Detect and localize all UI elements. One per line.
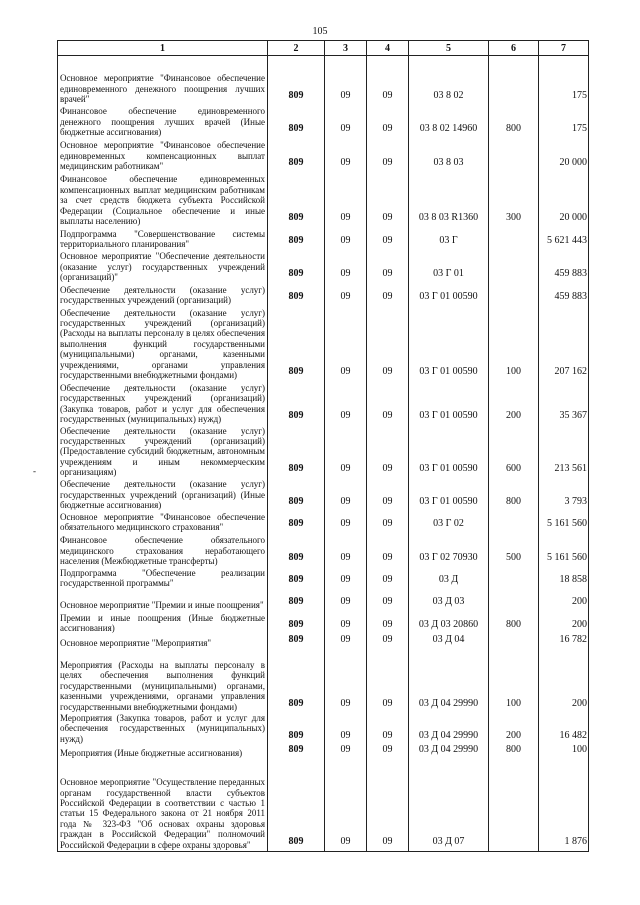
row-subsection: 09 xyxy=(367,426,409,479)
row-section: 09 xyxy=(325,760,367,852)
row-subsection: 09 xyxy=(367,635,409,649)
row-section: 09 xyxy=(325,251,367,284)
row-expense-type: 200 xyxy=(489,713,539,745)
row-expense-type: 100 xyxy=(489,649,539,713)
row-expense-type xyxy=(489,56,539,106)
row-amount: 200 xyxy=(539,590,589,612)
row-admin-code: 809 xyxy=(268,568,325,590)
row-subsection: 09 xyxy=(367,745,409,759)
row-target-code: 03 8 02 xyxy=(409,56,489,106)
row-description: Мероприятия (Закупка товаров, работ и услуг для обеспечения государственных (муниципальных) нужд) xyxy=(58,713,268,745)
col-header-4: 4 xyxy=(367,41,409,56)
row-amount: 213 561 xyxy=(539,426,589,479)
row-description: Основное мероприятие "Финансовое обеспечение обязательного медицинского страхования" xyxy=(58,512,268,534)
row-amount: 20 000 xyxy=(539,173,589,228)
row-target-code: 03 8 03 R1360 xyxy=(409,173,489,228)
col-header-3: 3 xyxy=(325,41,367,56)
row-target-code: 03 Г 01 00590 xyxy=(409,479,489,512)
row-admin-code: 809 xyxy=(268,760,325,852)
row-target-code: 03 Г 01 xyxy=(409,251,489,284)
row-expense-type: 800 xyxy=(489,479,539,512)
row-subsection: 09 xyxy=(367,284,409,307)
row-target-code: 03 Д 03 20860 xyxy=(409,612,489,635)
row-description: Основное мероприятие "Финансовое обеспечение единовременного денежного поощрения лучших врачей" xyxy=(58,56,268,106)
table-row xyxy=(58,228,589,251)
col-header-7: 7 xyxy=(539,41,589,56)
row-description: Финансовое обеспечение единовременного денежного поощрения лучших врачей (Иные бюджетные ассигнования) xyxy=(58,106,268,139)
row-section: 09 xyxy=(325,713,367,745)
budget-table xyxy=(57,40,589,852)
row-amount: 5 161 560 xyxy=(539,512,589,534)
row-subsection: 09 xyxy=(367,649,409,713)
row-description: Мероприятия (Иные бюджетные ассигнования) xyxy=(58,745,268,759)
row-target-code: 03 Г 01 00590 xyxy=(409,284,489,307)
row-admin-code: 809 xyxy=(268,426,325,479)
table-row xyxy=(58,307,589,382)
row-description: Финансовое обеспечение обязательного медицинского страхования неработающего населения (Межбюджетные трансферты) xyxy=(58,534,268,568)
row-expense-type: 800 xyxy=(489,745,539,759)
row-amount: 16 482 xyxy=(539,713,589,745)
row-subsection: 09 xyxy=(367,139,409,173)
row-section: 09 xyxy=(325,56,367,106)
row-amount: 5 621 443 xyxy=(539,228,589,251)
row-description: Обеспечение деятельности (оказание услуг) государственных учреждений (организаций) (Закупка товаров, работ и услуг для обеспечения государственных (муниципальных) нужд) xyxy=(58,382,268,426)
row-description: Основное мероприятие "Мероприятия" xyxy=(58,635,268,649)
table-row xyxy=(58,426,589,479)
row-admin-code: 809 xyxy=(268,635,325,649)
row-section: 09 xyxy=(325,612,367,635)
row-description: Обеспечение деятельности (оказание услуг) государственных учреждений (организаций) (Предоставление субсидий бюджетным, автономным учреждениям и иным некоммерческим организациям) xyxy=(58,426,268,479)
row-target-code: 03 Д 04 29990 xyxy=(409,745,489,759)
row-amount: 200 xyxy=(539,612,589,635)
col-header-5: 5 xyxy=(409,41,489,56)
table-row xyxy=(58,479,589,512)
table-row xyxy=(58,635,589,649)
table-row xyxy=(58,534,589,568)
table-row xyxy=(58,106,589,139)
row-subsection: 09 xyxy=(367,106,409,139)
row-description: Обеспечение деятельности (оказание услуг) государственных учреждений (организаций) (Иные бюджетные ассигнования) xyxy=(58,479,268,512)
row-admin-code: 809 xyxy=(268,251,325,284)
row-section: 09 xyxy=(325,426,367,479)
row-expense-type xyxy=(489,228,539,251)
row-admin-code: 809 xyxy=(268,173,325,228)
row-expense-type xyxy=(489,635,539,649)
row-amount: 16 782 xyxy=(539,635,589,649)
row-subsection: 09 xyxy=(367,251,409,284)
row-expense-type xyxy=(489,139,539,173)
table-row xyxy=(58,649,589,713)
row-amount: 459 883 xyxy=(539,251,589,284)
page-number: 105 xyxy=(312,26,328,37)
row-admin-code: 809 xyxy=(268,534,325,568)
row-subsection: 09 xyxy=(367,512,409,534)
row-subsection: 09 xyxy=(367,568,409,590)
row-subsection: 09 xyxy=(367,760,409,852)
header-row xyxy=(58,41,589,56)
row-admin-code: 809 xyxy=(268,139,325,173)
row-section: 09 xyxy=(325,534,367,568)
row-section: 09 xyxy=(325,649,367,713)
row-expense-type xyxy=(489,251,539,284)
row-expense-type: 800 xyxy=(489,612,539,635)
row-expense-type xyxy=(489,284,539,307)
row-subsection: 09 xyxy=(367,479,409,512)
row-amount: 200 xyxy=(539,649,589,713)
row-amount: 20 000 xyxy=(539,139,589,173)
row-description: Основное мероприятие "Обеспечение деятельности (оказание услуг) государственных учреждений (организаций)" xyxy=(58,251,268,284)
table-row xyxy=(58,512,589,534)
row-subsection: 09 xyxy=(367,382,409,426)
row-section: 09 xyxy=(325,635,367,649)
row-expense-type xyxy=(489,590,539,612)
table-row xyxy=(58,251,589,284)
row-amount: 1 876 xyxy=(539,760,589,852)
row-target-code: 03 Г 02 70930 xyxy=(409,534,489,568)
col-header-2: 2 xyxy=(268,41,325,56)
table-row xyxy=(58,713,589,745)
row-amount: 207 162 xyxy=(539,307,589,382)
row-expense-type xyxy=(489,512,539,534)
row-section: 09 xyxy=(325,307,367,382)
table-row xyxy=(58,139,589,173)
table-row xyxy=(58,568,589,590)
row-amount: 5 161 560 xyxy=(539,534,589,568)
row-subsection: 09 xyxy=(367,307,409,382)
row-target-code: 03 Г 01 00590 xyxy=(409,307,489,382)
row-subsection: 09 xyxy=(367,228,409,251)
row-admin-code: 809 xyxy=(268,479,325,512)
row-target-code: 03 Г 01 00590 xyxy=(409,382,489,426)
row-target-code: 03 Г 02 xyxy=(409,512,489,534)
row-description: Финансовое обеспечение единовременных компенсационных выплат медицинским работникам за счет средств бюджета субъекта Российской Федерации (Социальное обеспечение и иные выплаты населению) xyxy=(58,173,268,228)
table-row xyxy=(58,745,589,759)
row-amount: 175 xyxy=(539,56,589,106)
row-description: Мероприятия (Расходы на выплаты персоналу в целях обеспечения выполнения функций государственными (муниципальными) органами, казенными учреждениями, органами управления государственными внебюджетными фондами) xyxy=(58,649,268,713)
row-expense-type: 200 xyxy=(489,382,539,426)
table-row xyxy=(58,382,589,426)
row-amount: 100 xyxy=(539,745,589,759)
row-target-code: 03 Д xyxy=(409,568,489,590)
table-row xyxy=(58,612,589,635)
row-target-code: 03 8 02 14960 xyxy=(409,106,489,139)
row-expense-type: 600 xyxy=(489,426,539,479)
row-description: Обеспечение деятельности (оказание услуг) государственных учреждений (организаций) xyxy=(58,284,268,307)
row-admin-code: 809 xyxy=(268,745,325,759)
row-description: Подпрограмма "Обеспечение реализации государственной программы" xyxy=(58,568,268,590)
row-expense-type: 100 xyxy=(489,307,539,382)
row-admin-code: 809 xyxy=(268,512,325,534)
row-section: 09 xyxy=(325,512,367,534)
row-section: 09 xyxy=(325,382,367,426)
table-row xyxy=(58,173,589,228)
row-admin-code: 809 xyxy=(268,106,325,139)
row-target-code: 03 Д 03 xyxy=(409,590,489,612)
row-target-code: 03 Г 01 00590 xyxy=(409,426,489,479)
row-description: Основное мероприятие "Премии и иные поощрения" xyxy=(58,590,268,612)
row-section: 09 xyxy=(325,284,367,307)
row-target-code: 03 Д 04 29990 xyxy=(409,713,489,745)
row-subsection: 09 xyxy=(367,56,409,106)
row-amount: 459 883 xyxy=(539,284,589,307)
row-section: 09 xyxy=(325,139,367,173)
table-row xyxy=(58,56,589,106)
row-section: 09 xyxy=(325,590,367,612)
row-subsection: 09 xyxy=(367,612,409,635)
row-description: Основное мероприятие "Финансовое обеспечение единовременных компенсационных выплат медицинским работникам" xyxy=(58,139,268,173)
row-amount: 18 858 xyxy=(539,568,589,590)
row-expense-type xyxy=(489,568,539,590)
row-admin-code: 809 xyxy=(268,284,325,307)
row-expense-type: 800 xyxy=(489,106,539,139)
col-header-1: 1 xyxy=(58,41,268,56)
row-section: 09 xyxy=(325,173,367,228)
row-section: 09 xyxy=(325,745,367,759)
row-section: 09 xyxy=(325,568,367,590)
row-amount: 3 793 xyxy=(539,479,589,512)
col-header-6: 6 xyxy=(489,41,539,56)
row-target-code: 03 8 03 xyxy=(409,139,489,173)
table-row xyxy=(58,284,589,307)
row-admin-code: 809 xyxy=(268,382,325,426)
table-row xyxy=(58,590,589,612)
row-expense-type: 500 xyxy=(489,534,539,568)
table-row xyxy=(58,760,589,852)
row-subsection: 09 xyxy=(367,534,409,568)
row-subsection: 09 xyxy=(367,590,409,612)
row-admin-code: 809 xyxy=(268,713,325,745)
row-target-code: 03 Г xyxy=(409,228,489,251)
row-description: Премии и иные поощрения (Иные бюджетные ассигнования) xyxy=(58,612,268,635)
row-section: 09 xyxy=(325,106,367,139)
row-admin-code: 809 xyxy=(268,649,325,713)
row-description: Основное мероприятие "Осуществление переданных органам государственной власти субъектов Российской Федерации в соответствии с частью 1 статьи 15 Федерального закона от 21 ноября 2011 года № 323-ФЗ "Об основах охраны здоровья граждан в Российской Федерации" полномочий Российской Федерации в сфере охраны здоровья" xyxy=(58,760,268,852)
row-section: 09 xyxy=(325,479,367,512)
row-section: 09 xyxy=(325,228,367,251)
row-target-code: 03 Д 04 xyxy=(409,635,489,649)
row-amount: 175 xyxy=(539,106,589,139)
row-admin-code: 809 xyxy=(268,590,325,612)
row-subsection: 09 xyxy=(367,173,409,228)
row-target-code: 03 Д 04 29990 xyxy=(409,649,489,713)
row-target-code: 03 Д 07 xyxy=(409,760,489,852)
margin-mark: - xyxy=(33,466,36,476)
row-admin-code: 809 xyxy=(268,307,325,382)
row-description: Подпрограмма "Совершенствование системы территориального планирования" xyxy=(58,228,268,251)
row-amount: 35 367 xyxy=(539,382,589,426)
row-admin-code: 809 xyxy=(268,228,325,251)
row-description: Обеспечение деятельности (оказание услуг) государственных учреждений (организаций) (Расходы на выплаты персоналу в целях обеспечения выполнения функций государственными (муниципальными) органами, казенными учреждениями, органами управления государственными внебюджетными фондами) xyxy=(58,307,268,382)
row-expense-type xyxy=(489,760,539,852)
row-admin-code: 809 xyxy=(268,612,325,635)
row-subsection: 09 xyxy=(367,713,409,745)
row-admin-code: 809 xyxy=(268,56,325,106)
row-expense-type: 300 xyxy=(489,173,539,228)
